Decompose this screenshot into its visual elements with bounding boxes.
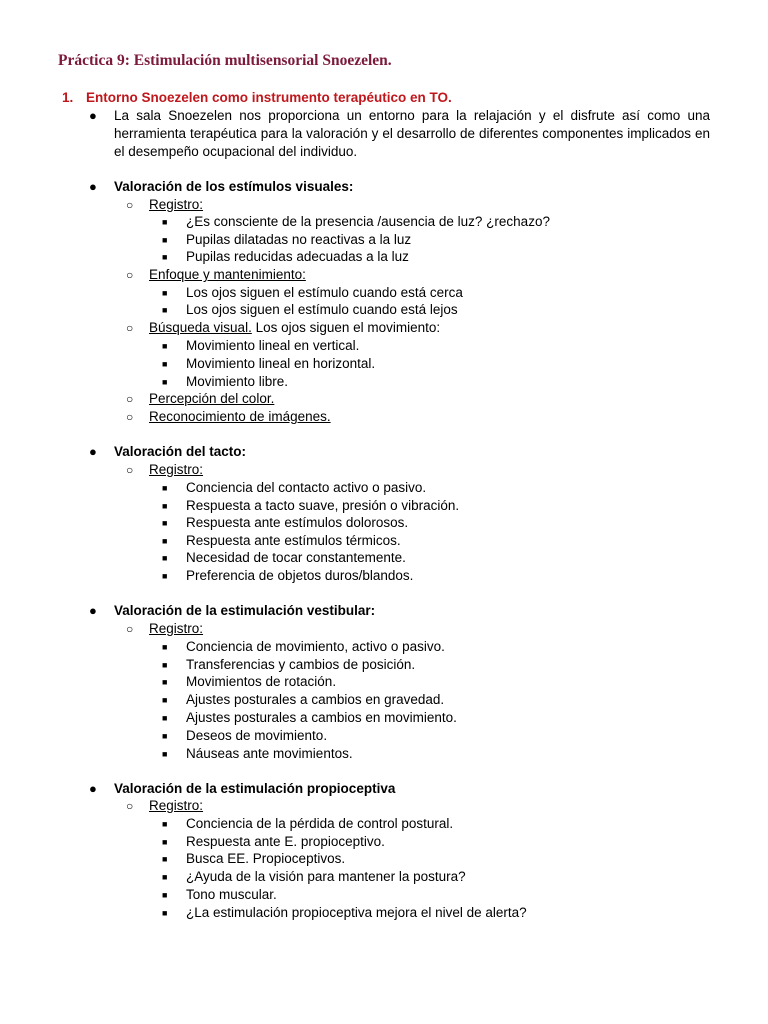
bullet-square: ■ — [162, 305, 168, 315]
bullet-square: ■ — [162, 359, 168, 369]
bullet-square: ■ — [162, 483, 168, 493]
bullet-square: ■ — [162, 908, 168, 918]
list-item: ¿Ayuda de la visión para mantener la postura? — [186, 869, 466, 884]
bullet-square: ■ — [162, 837, 168, 847]
bullet-square: ■ — [162, 677, 168, 687]
list-item: Respuesta ante estímulos térmicos. — [186, 533, 401, 548]
bullet-square: ■ — [162, 288, 168, 298]
bullet-circle: ○ — [126, 392, 134, 406]
bullet-dot: ● — [89, 179, 97, 194]
section-heading — [62, 90, 452, 105]
list-item: Movimiento libre. — [186, 374, 289, 389]
tacto-registro-label: Registro: — [149, 462, 204, 477]
bullet-square: ■ — [162, 235, 168, 245]
visual-heading: Valoración de los estímulos visuales: — [114, 179, 354, 194]
bullet-square: ■ — [162, 217, 168, 227]
list-item: Movimiento lineal en vertical. — [186, 338, 360, 353]
bullet-square: ■ — [162, 501, 168, 511]
list-item: Conciencia de movimiento, activo o pasivo. — [186, 639, 445, 654]
bullet-square: ■ — [162, 749, 168, 759]
list-item: Ajustes posturales a cambios en movimiento. — [186, 710, 457, 725]
bullet-square: ■ — [162, 252, 168, 262]
list-item: Transferencias y cambios de posición. — [186, 657, 416, 672]
list-item: ¿La estimulación propioceptiva mejora el nivel de alerta? — [186, 905, 527, 920]
list-item: Los ojos siguen el estímulo cuando está cerca — [186, 285, 463, 300]
bullet-square: ■ — [162, 518, 168, 528]
visual-busqueda-line — [149, 319, 440, 337]
list-item: Conciencia del contacto activo o pasivo. — [186, 480, 427, 495]
list-item: Preferencia de objetos duros/blandos. — [186, 568, 414, 583]
list-item: Deseos de movimiento. — [186, 728, 328, 743]
list-item: Respuesta ante estímulos dolorosos. — [186, 515, 409, 530]
bullet-dot: ● — [89, 781, 97, 796]
list-item: Los ojos siguen el estímulo cuando está lejos — [186, 302, 458, 317]
propioceptiva-registro-label: Registro: — [149, 798, 204, 813]
visual-enfoque-label: Enfoque y mantenimiento: — [149, 267, 306, 282]
bullet-square: ■ — [162, 890, 168, 900]
bullet-circle: ○ — [126, 410, 134, 424]
bullet-square: ■ — [162, 377, 168, 387]
section-number: 1. — [62, 90, 74, 105]
bullet-circle: ○ — [126, 198, 134, 212]
list-item: Movimiento lineal en horizontal. — [186, 356, 376, 371]
bullet-square: ■ — [162, 854, 168, 864]
list-item: Movimientos de rotación. — [186, 674, 337, 689]
bullet-circle: ○ — [126, 321, 134, 335]
page-title: Práctica 9: Estimulación multisensorial Snoezelen. — [58, 52, 392, 69]
list-item: Náuseas ante movimientos. — [186, 746, 353, 761]
bullet-square: ■ — [162, 536, 168, 546]
visual-busqueda-text: Los ojos siguen el movimiento: — [251, 320, 441, 335]
vestibular-heading: Valoración de la estimulación vestibular: — [114, 603, 376, 618]
visual-registro-label: Registro: — [149, 197, 204, 212]
bullet-circle: ○ — [126, 268, 134, 282]
bullet-square: ■ — [162, 695, 168, 705]
propioceptiva-heading: Valoración de la estimulación propioceptiva — [114, 781, 396, 796]
list-item: Pupilas dilatadas no reactivas a la luz — [186, 232, 412, 247]
list-item: Conciencia de la pérdida de control postural. — [186, 816, 454, 831]
bullet-square: ■ — [162, 819, 168, 829]
bullet-square: ■ — [162, 872, 168, 882]
visual-reconocimiento-label: Reconocimiento de imágenes. — [149, 409, 331, 424]
list-item: Busca EE. Propioceptivos. — [186, 851, 346, 866]
bullet-square: ■ — [162, 713, 168, 723]
bullet-dot: ● — [89, 603, 97, 618]
list-item: Necesidad de tocar constantemente. — [186, 550, 406, 565]
bullet-square: ■ — [162, 642, 168, 652]
bullet-square: ■ — [162, 571, 168, 581]
list-item: Respuesta a tacto suave, presión o vibración. — [186, 498, 460, 513]
tacto-heading: Valoración del tacto: — [114, 444, 247, 459]
visual-percepcion-label: Percepción del color. — [149, 391, 275, 406]
bullet-square: ■ — [162, 731, 168, 741]
section-heading-text: Entorno Snoezelen como instrumento terapéutico en TO. — [86, 90, 452, 105]
bullet-dot: ● — [89, 108, 97, 123]
vestibular-registro-label: Registro: — [149, 621, 204, 636]
list-item: Pupilas reducidas adecuadas a la luz — [186, 249, 409, 264]
list-item: Tono muscular. — [186, 887, 277, 902]
list-item: ¿Es consciente de la presencia /ausencia de luz? ¿rechazo? — [186, 214, 550, 229]
list-item: Respuesta ante E. propioceptivo. — [186, 834, 385, 849]
bullet-square: ■ — [162, 553, 168, 563]
visual-busqueda-label: Búsqueda visual. — [149, 320, 252, 335]
bullet-square: ■ — [162, 660, 168, 670]
intro-paragraph: La sala Snoezelen nos proporciona un entorno para la relajación y el disfrute así como una herramienta terapéutica para la valoración y el desarrollo de diferentes componentes implicados en el desempeño ocupacional del individuo. — [114, 108, 710, 159]
list-item: Ajustes posturales a cambios en gravedad. — [186, 692, 445, 707]
bullet-dot: ● — [89, 444, 97, 459]
bullet-circle: ○ — [126, 622, 134, 636]
bullet-square: ■ — [162, 341, 168, 351]
bullet-circle: ○ — [126, 799, 134, 813]
bullet-circle: ○ — [126, 463, 134, 477]
